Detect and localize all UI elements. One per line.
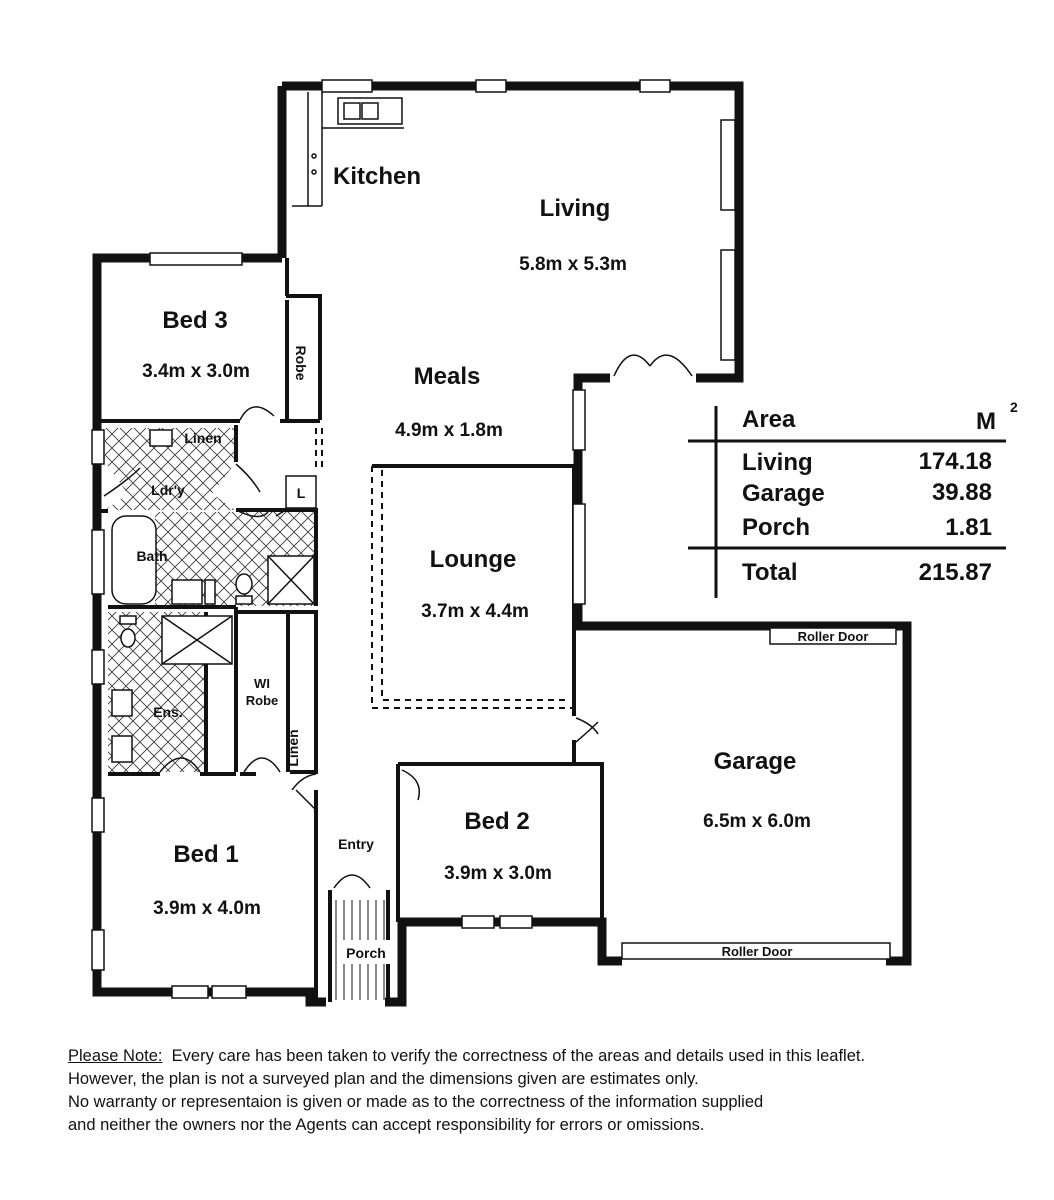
area-row-porch-label: Porch [742, 514, 811, 541]
ensuite-label: Ens. [153, 704, 183, 720]
lounge-dims: 3.7m x 4.4m [421, 601, 529, 622]
area-row-garage-value: 39.88 [931, 479, 992, 506]
bed1-label: Bed 1 [173, 841, 239, 868]
area-table [688, 399, 1018, 598]
area-row-living-value: 174.18 [918, 448, 992, 475]
disclaimer-line-4: and neither the owners nor the Agents can accept responsibility for errors or omissions. [68, 1116, 705, 1134]
entry-label: Entry [338, 836, 374, 852]
bed3-label: Bed 3 [162, 307, 228, 334]
living-label: Living [539, 195, 611, 222]
living-dims: 5.8m x 5.3m [519, 254, 627, 275]
disclaimer-line-2: However, the plan is not a surveyed plan and the dimensions given are estimates only. [68, 1070, 699, 1088]
laundry-label: Ldr'y [151, 482, 185, 498]
area-row-porch-value: 1.81 [945, 514, 992, 541]
lounge-label: Lounge [429, 546, 517, 573]
area-header-unit: M [976, 408, 996, 435]
area-total-label: Total [742, 559, 798, 586]
area-row-garage-label: Garage [742, 480, 825, 507]
wi-robe-label-2: Robe [245, 693, 279, 708]
meals-label: Meals [413, 363, 481, 390]
bed1-dims: 3.9m x 4.0m [153, 898, 261, 919]
bed2-label: Bed 2 [464, 808, 530, 835]
meals-dims: 4.9m x 1.8m [395, 420, 503, 441]
area-header-label: Area [742, 406, 796, 433]
bath-label: Bath [136, 548, 168, 564]
roller-door-bottom-label: Roller Door [721, 944, 793, 959]
l-cupboard-label: L [296, 485, 306, 501]
garage-dims: 6.5m x 6.0m [703, 811, 811, 832]
porch-label: Porch [346, 945, 386, 961]
linen-side-label: Linen [285, 729, 301, 767]
bed3-dims: 3.4m x 3.0m [142, 361, 250, 382]
area-total-value: 215.87 [918, 559, 992, 586]
roller-door-top-label: Roller Door [797, 629, 869, 644]
area-header-unit-sup: 2 [1010, 399, 1018, 415]
robe-label: Robe [293, 345, 309, 381]
area-row-living-label: Living [742, 449, 813, 476]
disclaimer-heading: Please Note: [68, 1047, 163, 1065]
garage-label: Garage [713, 748, 797, 775]
disclaimer-line-3: No warranty or representaion is given or made as to the correctness of the information supplied [68, 1093, 764, 1111]
disclaimer-line-1 [68, 1045, 1008, 1068]
wi-robe-label-1: WI [254, 676, 270, 691]
bed2-dims: 3.9m x 3.0m [444, 863, 552, 884]
linen-top-label: Linen [184, 430, 222, 446]
disclaimer-text-1: Every care has been taken to verify the correctness of the areas and details used in this leaflet. [171, 1047, 866, 1065]
kitchen-label: Kitchen [333, 163, 422, 190]
disclaimer-note [68, 1045, 1008, 1137]
